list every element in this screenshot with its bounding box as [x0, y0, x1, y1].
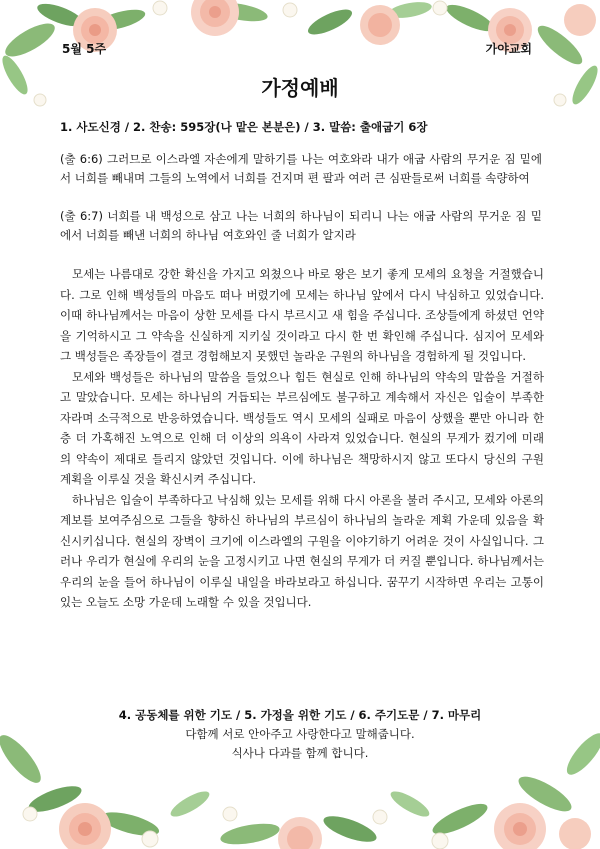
scripture-verse: (출 6:6) 그러므로 이스라엘 자손에게 말하기를 나는 여호와라 내가 애굽 사람의 무거운 짐 밑에서 너희를 빼내며 그들의 노역에서 너희를 건지며 편 팔과 여러 큰 심판들로써 너희를 속량하여 [60, 152, 542, 185]
closing-instruction: 식사나 다과를 함께 합니다. [231, 746, 369, 760]
page-title: 가정예배 [261, 76, 339, 100]
scripture-verse: (출 6:7) 너희를 내 백성으로 삼고 나는 너희의 하나님이 되리니 나는 애굽 사람의 무거운 짐 밑에서 너희를 빼낸 너희의 하나님 여호와인 줄 너희가 알지라 [60, 209, 542, 242]
church-name: 가야교회 [485, 42, 532, 56]
worship-order-text: 1. 사도신경 / 2. 찬송: 595장(나 맡은 본분은) / 3. 말씀: 출애굽기 6장 [60, 120, 428, 134]
date-label: 5월 5주 [62, 42, 107, 56]
closing-instruction: 다함께 서로 안아주고 사랑한다고 말해줍니다. [185, 727, 415, 741]
closing-section [0, 706, 600, 763]
sermon-paragraph: 모세와 백성들은 하나님의 말씀을 들었으나 힘든 현실로 인해 하나님의 약속의 말씀을 거절하고 말았습니다. 모세는 하나님의 거듭되는 부르심에도 불구하고 계속해서 자신은 입술이 부족한 자라며 소극적으로 반응하였습니다. 백성들도 역시 모세의 실패로 마음이 상했을 뿐만 아니라 한층 더 가혹해진 노역으로 인해 더 이상의 의욕이 사라져 있었습니다. 현실의 무게가 컸기에 미래의 약속이 제대로 들리지 않았던 것입니다. 이에 하나님은 책망하시지 않고 또다시 당신의 구원 계획을 이루실 것을 확신시켜 주십니다. [60, 369, 544, 486]
sermon-paragraph: 하나님은 입술이 부족하다고 낙심해 있는 모세를 위해 다시 아론을 불러 주시고, 모세와 아론의 계보를 보여주심으로 그들을 향하신 하나님의 부르심이 하나님의 놀라운 계획 가운데 있음을 확신시키십니다. 현실의 장벽이 크기에 이스라엘의 구원을 이야기하기 어려운 것이 사실입니다. 그러나 우리가 현실에 우리의 눈을 고정시키고 나면 현실의 무게가 더 커질 뿐입니다. 하나님께서는 우리의 눈을 들어 하나님이 이루실 내일을 바라보라고 하십니다. 꿈꾸기 시작하면 우리는 고통이 있는 오늘도 소망 가운데 노래할 수 있을 것입니다. [60, 492, 544, 609]
closing-order: 4. 공동체를 위한 기도 / 5. 가정을 위한 기도 / 6. 주기도문 / 7. 마무리 [118, 708, 482, 722]
floral-border-top [0, 0, 600, 120]
sermon-body [60, 264, 544, 613]
sermon-paragraph: 모세는 나름대로 강한 확신을 가지고 외쳤으나 바로 왕은 보기 좋게 모세의 요청을 거절했습니다. 그로 인해 백성들의 마음도 떠나 버렸기에 모세는 하나님 앞에서 다시 낙심하고 있었습니다. 이때 하나님께서는 마음이 상한 모세를 다시 부르시고 새 힘을 주십니다. 조상들에게 하셨던 언약을 기억하시고 그 약속을 신실하게 지키실 것이라고 다시 한 번 확인해 주십니다. 심지어 모세와 그 백성들은 족장들이 결코 경험해보지 못했던 놀라운 구원의 하나님을 경험하게 될 것입니다. [60, 267, 544, 363]
worship-order [60, 119, 427, 135]
